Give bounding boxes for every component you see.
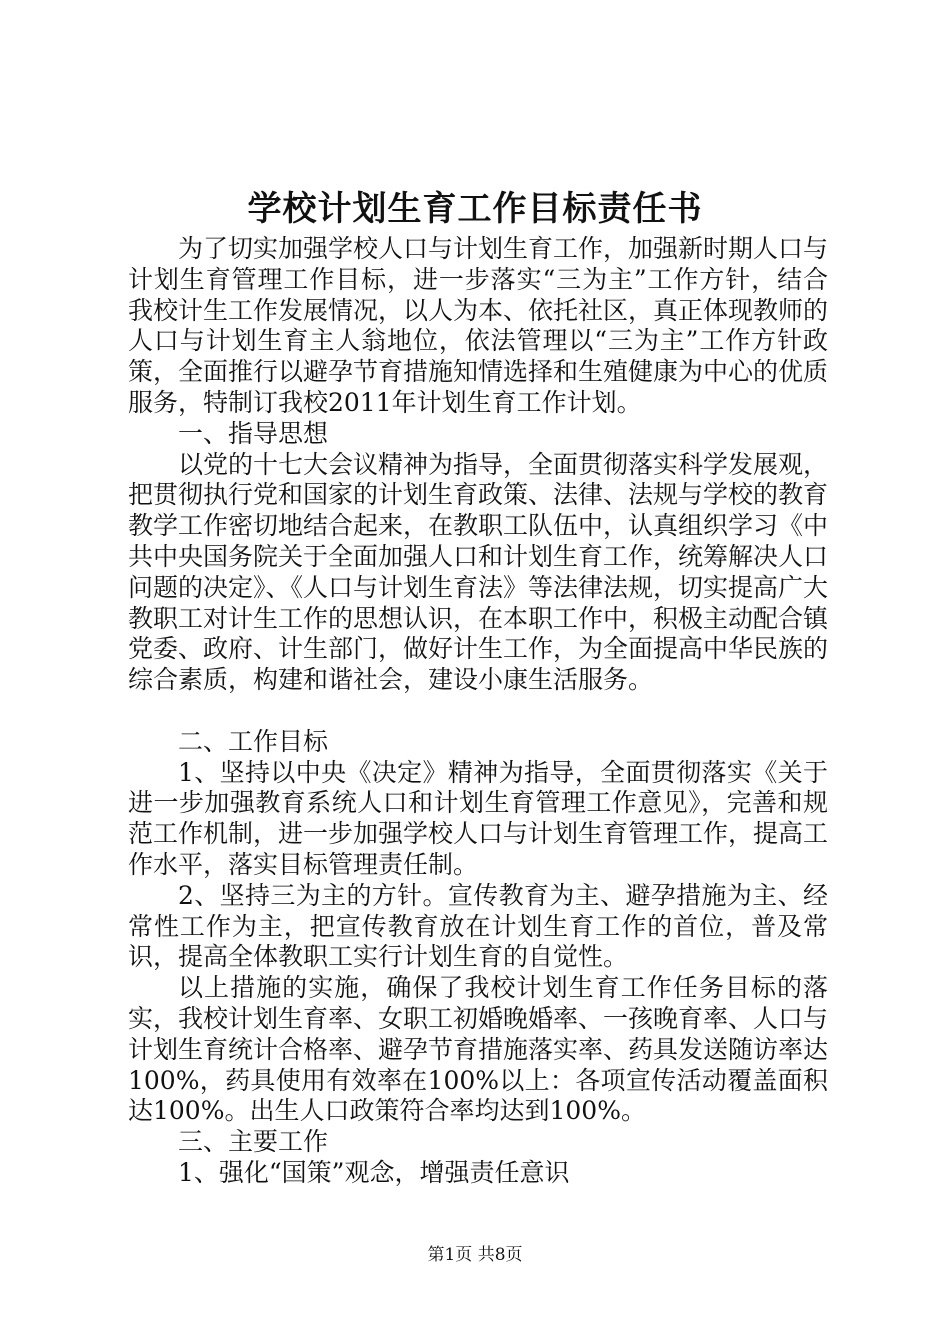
blank-line xyxy=(128,696,828,727)
document-body xyxy=(128,234,828,1189)
goal-item-2: 2、坚持三为主的方针。宣传教育为主、避孕措施为主、经常性工作为主，把宣传教育放在计划生育工作的首位，普及常识，提高全体教职工实行计划生育的自觉性。 xyxy=(128,880,828,972)
guiding-ideology-paragraph: 以党的十七大会议精神为指导，全面贯彻落实科学发展观，把贯彻执行党和国家的计划生育政策、法律、法规与学校的教育教学工作密切地结合起来，在教职工队伍中，认真组织学习《中共中央国务院关于全面加强人口和计划生育工作，统筹解决人口问题的决定》、《人口与计划生育法》等法律法规，切实提高广大教职工对计生工作的思想认识，在本职工作中，积极主动配合镇党委、政府、计生部门，做好计生工作，为全面提高中华民族的综合素质，构建和谐社会，建设小康生活服务。 xyxy=(128,449,829,695)
measures-result-paragraph: 以上措施的实施，确保了我校计划生育工作任务目标的落实，我校计划生育率、女职工初婚晚婚率、一孩晚育率、人口与计划生育统计合格率、避孕节育措施落实率、药具发送随访率达100%，药具使用有效率在100%以上：各项宣传活动覆盖面积达100%。出生人口政策符合率均达到100%。 xyxy=(128,973,829,1126)
section-heading-main-work: 三、主要工作 xyxy=(178,1127,329,1157)
intro-paragraph: 为了切实加强学校人口与计划生育工作，加强新时期人口与计划生育管理工作目标，进一步落实“三为主”工作方针，结合我校计生工作发展情况，以人为本、依托社区，真正体现教师的人口与计划生育主人翁地位，依法管理以“三为主”工作方针政策，全面推行以避孕节育措施知情选择和生殖健康为中心的优质服务，特制订我校2011年计划生育工作计划。 xyxy=(128,234,829,417)
page-footer: 第1页 共8页 xyxy=(427,1245,523,1265)
document-title: 学校计划生育工作目标责任书 xyxy=(247,189,703,229)
section-heading-guiding-ideology: 一、指导思想 xyxy=(178,418,329,448)
main-work-item-1: 1、强化“国策”观念，增强责任意识 xyxy=(178,1157,570,1187)
section-heading-work-goals: 二、工作目标 xyxy=(178,726,329,756)
goal-item-1: 1、坚持以中央《决定》精神为指导，全面贯彻落实《关于进一步加强教育系统人口和计划生育管理工作意见》，完善和规范工作机制，进一步加强学校人口与计划生育管理工作，提高工作水平，落实目标管理责任制。 xyxy=(128,757,829,879)
